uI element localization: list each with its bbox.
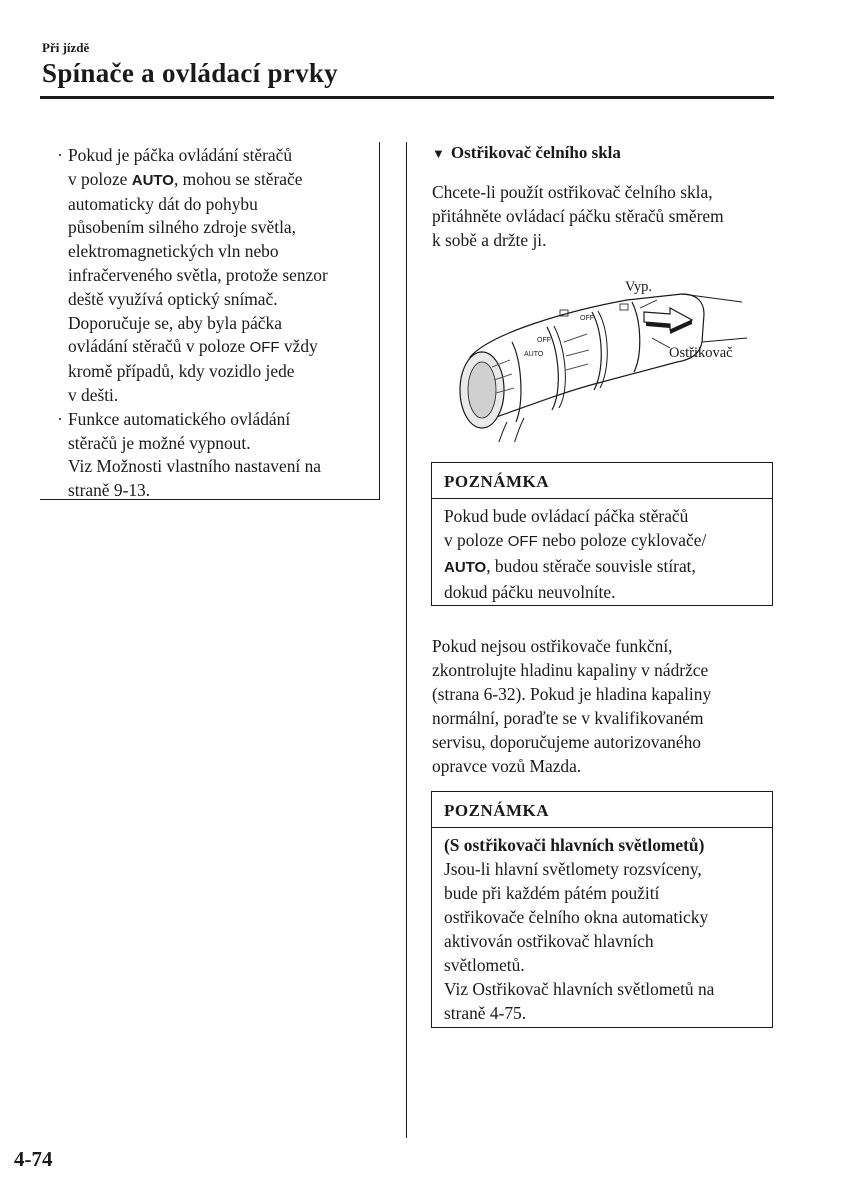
- text-line: v poloze AUTO, mohou se stěrače: [68, 168, 303, 189]
- text-line: deště využívá optický snímač.: [68, 288, 278, 309]
- note-body: (S ostřikovači hlavních světlometů) Jsou-li hlavní světlomety rozsvíceny, bude při každém pátém použití ostřikovače čelního okna automaticky aktivován ostřikovač hlavních světlometů. Viz Ostřikovač hlavních světlometů na straně 4-75.: [432, 828, 772, 1025]
- page-number: 4-74: [14, 1147, 53, 1171]
- figure-label-off: Vyp.: [625, 279, 652, 295]
- triangle-down-icon: ▼: [432, 146, 445, 161]
- text-line: v dešti.: [68, 384, 119, 405]
- text-line: elektromagnetických vln nebo: [68, 241, 279, 262]
- figure-label-washer: Ostřikovač: [669, 345, 733, 361]
- auto-keyword: AUTO: [444, 559, 487, 576]
- text-line: Funkce automatického ovládání: [68, 408, 291, 429]
- page-title: Spínače a ovládací prvky: [42, 58, 338, 88]
- bullet-item-disable: [40, 408, 371, 503]
- text-line: Doporučuje se, aby byla páčka: [68, 312, 282, 333]
- note-subheading: (S ostřikovači hlavních světlometů): [444, 835, 705, 855]
- washer-heading: ▼ Ostřikovač čelního skla: [432, 143, 621, 162]
- section-label: Při jízdě: [42, 40, 90, 55]
- washer-troubleshoot-text: Pokud nejsou ostřikovače funkční, zkontrolujte hladinu kapaliny v nádržce (strana 6-32). Pokud je hladina kapaliny normální, poraďte se v kvalifikovaném servisu, doporučujeme autorizovaného opravce vozů Mazda.: [432, 636, 712, 776]
- lever-off-text: OFF: [537, 337, 551, 344]
- text-line: infračerveného světla, protože senzor: [68, 264, 328, 285]
- bullet-item-sensor: [40, 144, 371, 408]
- note-box-1: [431, 462, 773, 606]
- text-line: automaticky dát do pohybu: [68, 193, 258, 214]
- note-heading: POZNÁMKA: [432, 792, 772, 828]
- off-keyword: OFF: [507, 533, 538, 550]
- text-line: kromě případů, kdy vozidlo jede: [68, 361, 295, 382]
- text-line: Viz Možnosti vlastního nastavení na: [68, 456, 322, 477]
- text-line: ovládání stěračů v poloze OFF vždy: [68, 336, 318, 357]
- title-rule: [40, 96, 774, 99]
- lever-auto-text: AUTO: [524, 351, 544, 358]
- text-line: straně 9-13.: [68, 480, 151, 501]
- note-heading: POZNÁMKA: [432, 463, 772, 499]
- column-divider: [406, 142, 407, 1138]
- caution-box: [40, 142, 380, 500]
- lever-off-text-2: OFF: [580, 315, 594, 322]
- off-keyword: OFF: [249, 339, 280, 357]
- text-line: působením silného zdroje světla,: [68, 217, 296, 238]
- bullet-dot: ·: [57, 408, 63, 429]
- note-box-2: [431, 791, 773, 1028]
- note-body: Pokud bude ovládací páčka stěračů v poloze OFF nebo poloze cyklovače/ AUTO, budou stěrače souvisle stírat, dokud páčku neuvolníte.: [444, 506, 707, 602]
- text-line: stěračů je možné vypnout.: [68, 432, 251, 453]
- washer-instructions: Chcete-li použít ostřikovač čelního skla, přitáhněte ovládací páčku stěračů směrem k sobě a držte ji.: [432, 182, 724, 250]
- auto-keyword: AUTO: [131, 171, 174, 189]
- bullet-dot: ·: [57, 145, 63, 165]
- text-line: Pokud je páčka ovládání stěračů: [68, 145, 293, 165]
